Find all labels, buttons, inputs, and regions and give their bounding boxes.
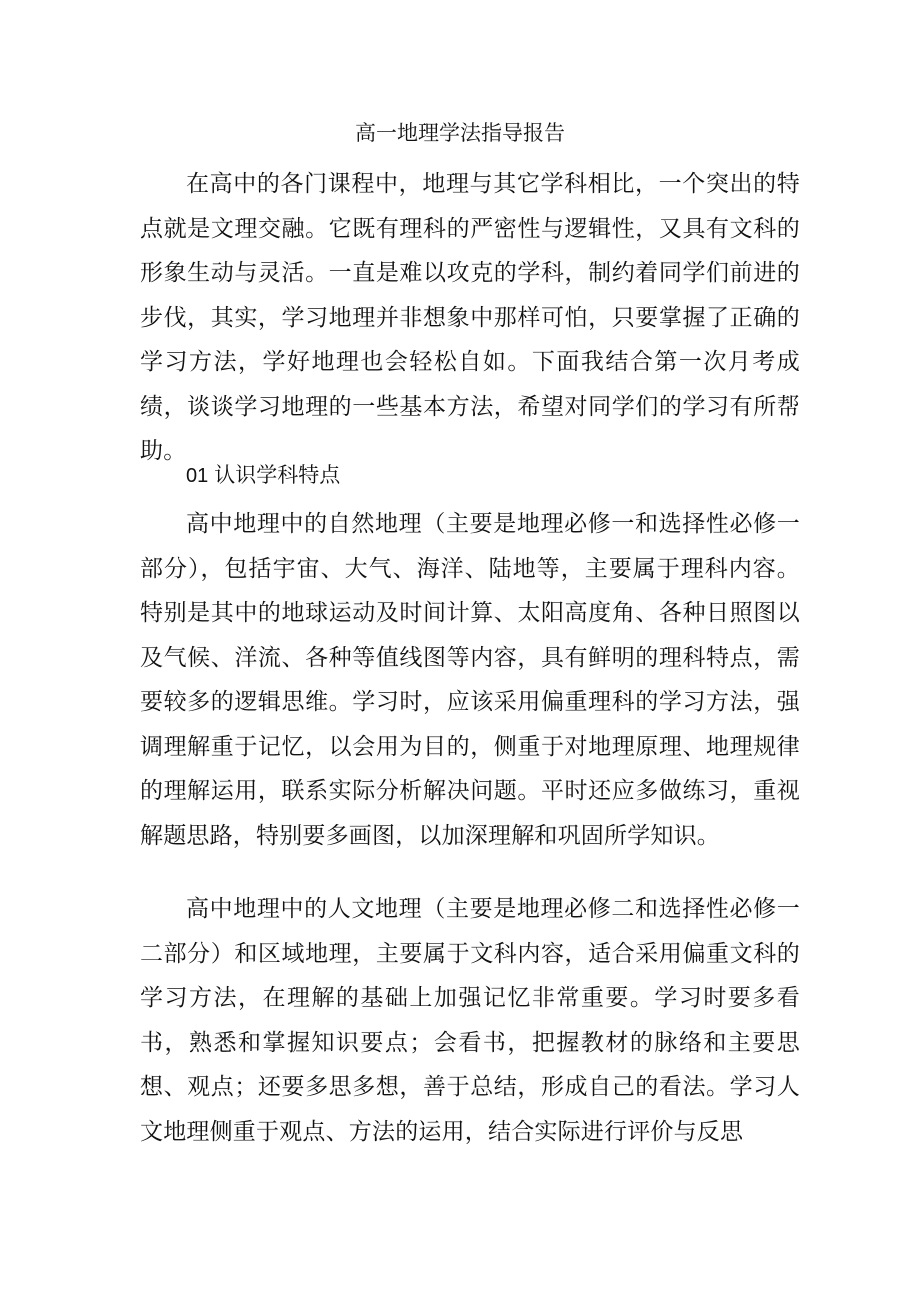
human-geography-paragraph: 高中地理中的人文地理（主要是地理必修二和选择性必修一二部分）和区域地理，主要属于文科内容，适合采用偏重文科的学习方法，在理解的基础上加强记忆非常重要。学习时要多看书，熟悉和掌握知识要点；会看书，把握教材的脉络和主要思想、观点；还要多思多想，善于总结，形成自己的看法。学习人文地理侧重于观点、方法的运用，结合实际进行评价与反思: [140, 896, 800, 1145]
document-title: 高一地理学法指导报告: [355, 121, 565, 145]
section-heading-text: 认识学科特点: [214, 463, 341, 487]
section-heading: [186, 455, 340, 496]
section-number: 01: [186, 465, 209, 487]
intro-paragraph: 在高中的各门课程中，地理与其它学科相比，一个突出的特点就是文理交融。它既有理科的严密性与逻辑性，又具有文科的形象生动与灵活。一直是难以攻克的学科，制约着同学们前进的步伐，其实，学习地理并非想象中那样可怕，只要掌握了正确的学习方法，学好地理也会轻松自如。下面我结合第一次月考成绩，谈谈学习地理的一些基本方法，希望对同学们的学习有所帮助。: [140, 171, 800, 464]
physical-geography-paragraph: 高中地理中的自然地理（主要是地理必修一和选择性必修一部分），包括宇宙、大气、海洋、陆地等，主要属于理科内容。特别是其中的地球运动及时间计算、太阳高度角、各种日照图以及气候、洋流、各种等值线图等内容，具有鲜明的理科特点，需要较多的逻辑思维。学习时，应该采用偏重理科的学习方法，强调理解重于记忆，以会用为目的，侧重于对地理原理、地理规律的理解运用，联系实际分析解决问题。平时还应多做练习，重视解题思路，特别要多画图，以加深理解和巩固所学知识。: [140, 511, 800, 849]
